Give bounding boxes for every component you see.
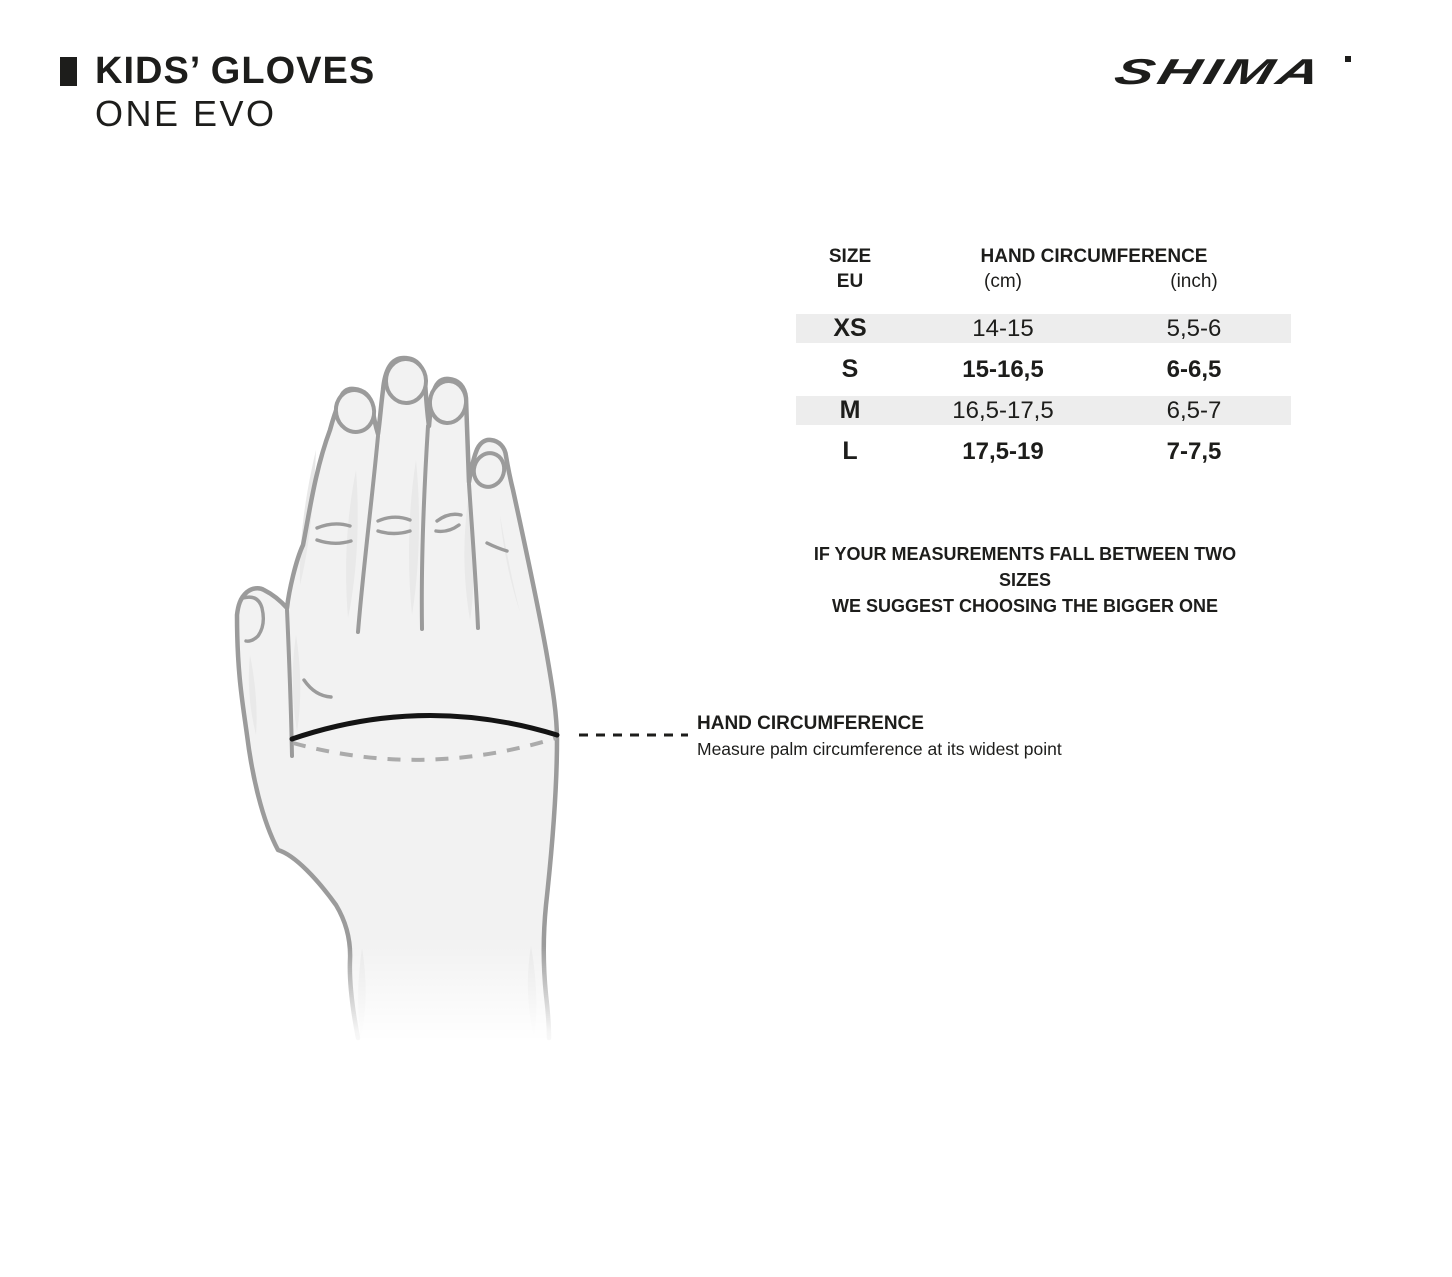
size-cell: L xyxy=(842,437,858,465)
size-table xyxy=(796,246,1291,486)
table-header-hand-circumference: HAND CIRCUMFERENCE xyxy=(980,246,1208,267)
size-cell: S xyxy=(841,355,859,383)
cm-cell: 16,5-17,5 xyxy=(952,397,1054,424)
inch-cell: 7-7,5 xyxy=(1166,438,1222,465)
trademark-dot xyxy=(1345,56,1351,62)
table-header-size: SIZE xyxy=(828,246,872,267)
model-subtitle: ONE EVO xyxy=(95,93,277,134)
unit-cm-label: (cm) xyxy=(984,271,1022,292)
title-accent-bar xyxy=(60,57,77,86)
table-row-s xyxy=(796,355,1291,384)
table-header-eu: EU xyxy=(836,271,864,292)
table-row-xs xyxy=(796,314,1291,343)
table-row-m xyxy=(796,396,1291,425)
table-rows xyxy=(796,314,1291,478)
brand-logo-text: SHIMA xyxy=(1110,52,1330,93)
inch-cell: 5,5-6 xyxy=(1166,315,1222,342)
cm-cell: 14-15 xyxy=(972,315,1034,342)
brand-logo xyxy=(1093,42,1373,106)
inch-cell: 6,5-7 xyxy=(1166,397,1222,424)
note-line-1: IF YOUR MEASUREMENTS FALL BETWEEN TWO SIZES xyxy=(813,544,1237,590)
wrist-fade xyxy=(320,945,570,1060)
leader-line xyxy=(576,728,692,742)
annotation-title: HAND CIRCUMFERENCE xyxy=(697,713,924,734)
cm-cell: 15-16,5 xyxy=(962,356,1044,383)
between-sizes-note xyxy=(795,541,1255,619)
annotation-description: Measure palm circumference at its widest point xyxy=(697,739,1062,759)
size-cell: XS xyxy=(833,314,867,342)
inch-cell: 6-6,5 xyxy=(1166,356,1222,383)
note-line-2: WE SUGGEST CHOOSING THE BIGGER ONE xyxy=(831,596,1219,616)
hand-illustration xyxy=(210,325,610,1060)
size-cell: M xyxy=(839,396,861,424)
cm-cell: 17,5-19 xyxy=(962,438,1044,465)
category-title: KIDS’ GLOVES xyxy=(95,50,376,92)
unit-inch-label: (inch) xyxy=(1170,271,1218,292)
hand-silhouette xyxy=(237,358,557,1038)
table-row-l xyxy=(796,437,1291,466)
